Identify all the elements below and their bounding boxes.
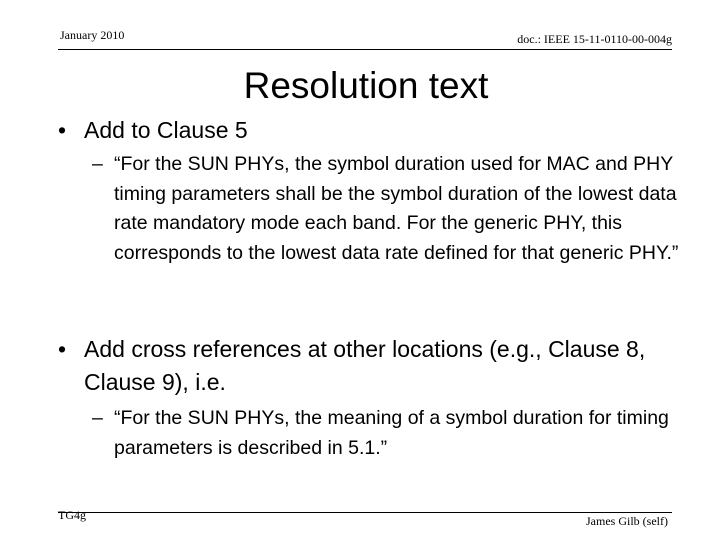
sub-bullet-item-2 bbox=[92, 404, 682, 463]
bullet-item-2 bbox=[58, 333, 678, 399]
bullet-text-1: Add to Clause 5 bbox=[84, 117, 248, 143]
bullet-marker: • bbox=[58, 117, 67, 143]
bullet-item-1 bbox=[58, 114, 678, 147]
slide-title: Resolution text bbox=[243, 65, 489, 106]
bullet-marker: • bbox=[58, 336, 67, 362]
bullet-text-2: Add cross references at other locations (e.g., Clause 8, Clause 9), i.e. bbox=[84, 336, 646, 395]
header-date: January 2010 bbox=[60, 28, 125, 42]
sub-bullet-marker: – bbox=[92, 153, 103, 175]
sub-bullet-text-1: “For the SUN PHYs, the symbol duration used for MAC and PHY timing parameters shall be the symbol duration of the lowest data rate mandatory mode each band. For the generic PHY, this corresponds to the lowest data rate defined for that generic PHY.” bbox=[114, 153, 679, 264]
footer-author: James Gilb (self) bbox=[586, 514, 668, 528]
footer-group: TG4g bbox=[58, 508, 86, 522]
sub-bullet-text-2: “For the SUN PHYs, the meaning of a symbol duration for timing parameters is described in 5.1.” bbox=[114, 407, 669, 459]
sub-bullet-item-1 bbox=[92, 150, 682, 268]
footer-divider bbox=[58, 512, 672, 513]
header-divider bbox=[58, 49, 672, 50]
sub-bullet-marker: – bbox=[92, 407, 103, 429]
header-doc-id: doc.: IEEE 15-11-0110-00-004g bbox=[517, 32, 672, 46]
